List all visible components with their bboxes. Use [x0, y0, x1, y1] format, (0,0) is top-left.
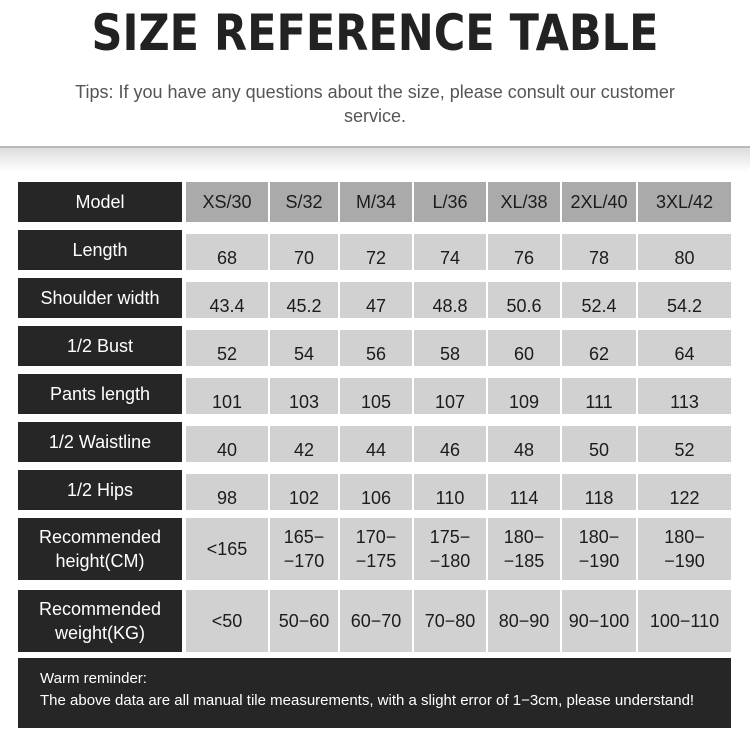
table-cell: 103: [270, 378, 338, 414]
table-cell: 180− −190: [562, 518, 636, 580]
row-label: Recommended height(CM): [18, 518, 182, 580]
table-cell: 102: [270, 474, 338, 510]
table-cell: 50−60: [270, 590, 338, 652]
page-title: SIZE REFERENCE TABLE: [91, 4, 659, 62]
row-label: 1/2 Bust: [18, 326, 182, 366]
table-cell: 170− −175: [340, 518, 412, 580]
table-cell: <165: [186, 518, 268, 580]
table-cell: 47: [340, 282, 412, 318]
table-cell: 45.2: [270, 282, 338, 318]
row-label: 1/2 Waistline: [18, 422, 182, 462]
table-cell: 100−110: [638, 590, 731, 652]
table-cell: 64: [638, 330, 731, 366]
table-cell: 101: [186, 378, 268, 414]
size-header-cell: L/36: [414, 182, 486, 222]
row-label: Pants length: [18, 374, 182, 414]
table-cell: 105: [340, 378, 412, 414]
size-header-cell: M/34: [340, 182, 412, 222]
table-cell: 76: [488, 234, 560, 270]
table-row: [18, 518, 731, 580]
table-cell: 48: [488, 426, 560, 462]
table-cell: 80: [638, 234, 731, 270]
table-cell: 50.6: [488, 282, 560, 318]
table-cell: 42: [270, 426, 338, 462]
table-cell: 74: [414, 234, 486, 270]
table-cell: <50: [186, 590, 268, 652]
table-cell: 111: [562, 378, 636, 414]
table-cell: 70: [270, 234, 338, 270]
table-cell: 118: [562, 474, 636, 510]
table-cell: 175− −180: [414, 518, 486, 580]
table-cell: 90−100: [562, 590, 636, 652]
table-cell: 78: [562, 234, 636, 270]
table-row: [18, 422, 731, 462]
table-cell: 113: [638, 378, 731, 414]
table-cell: 114: [488, 474, 560, 510]
table-cell: 54: [270, 330, 338, 366]
table-cell: 52.4: [562, 282, 636, 318]
warm-reminder: [18, 658, 731, 728]
table-cell: 40: [186, 426, 268, 462]
row-label: Recommended weight(KG): [18, 590, 182, 652]
table-cell: 48.8: [414, 282, 486, 318]
table-row: [18, 278, 731, 318]
table-cell: 62: [562, 330, 636, 366]
table-cell: 50: [562, 426, 636, 462]
table-cell: 180− −190: [638, 518, 731, 580]
size-header-cell: XL/38: [488, 182, 560, 222]
row-label: Length: [18, 230, 182, 270]
reminder-heading: Warm reminder:: [40, 670, 147, 687]
size-header-cell: XS/30: [186, 182, 268, 222]
tips-text: Tips: If you have any questions about the size, please consult our customer service.: [75, 82, 675, 126]
row-label: 1/2 Hips: [18, 470, 182, 510]
table-cell: 72: [340, 234, 412, 270]
table-cell: 60−70: [340, 590, 412, 652]
row-label: Shoulder width: [18, 278, 182, 318]
table-cell: 60: [488, 330, 560, 366]
table-cell: 46: [414, 426, 486, 462]
table-cell: 52: [186, 330, 268, 366]
reminder-text: The above data are all manual tile measurements, with a slight error of 1−3cm, please understand!: [40, 692, 695, 709]
table-row: [18, 326, 731, 366]
table-cell: 106: [340, 474, 412, 510]
table-cell: 43.4: [186, 282, 268, 318]
size-header-cell: 2XL/40: [562, 182, 636, 222]
table-row: [18, 470, 731, 510]
table-row: [18, 230, 731, 270]
table-cell: 110: [414, 474, 486, 510]
table-cell: 68: [186, 234, 268, 270]
table-cell: 122: [638, 474, 731, 510]
table-cell: 109: [488, 378, 560, 414]
table-row: [18, 590, 731, 652]
table-cell: 58: [414, 330, 486, 366]
table-cell: 98: [186, 474, 268, 510]
table-cell: 54.2: [638, 282, 731, 318]
table-row: [18, 374, 731, 414]
model-header-label: Model: [18, 182, 182, 222]
table-cell: 52: [638, 426, 731, 462]
table-header-row: [18, 182, 731, 222]
divider: [0, 146, 750, 172]
table-cell: 44: [340, 426, 412, 462]
table-cell: 70−80: [414, 590, 486, 652]
table-cell: 80−90: [488, 590, 560, 652]
table-cell: 107: [414, 378, 486, 414]
table-cell: 165− −170: [270, 518, 338, 580]
table-cell: 180− −185: [488, 518, 560, 580]
size-header-cell: 3XL/42: [638, 182, 731, 222]
table-cell: 56: [340, 330, 412, 366]
size-header-cell: S/32: [270, 182, 338, 222]
